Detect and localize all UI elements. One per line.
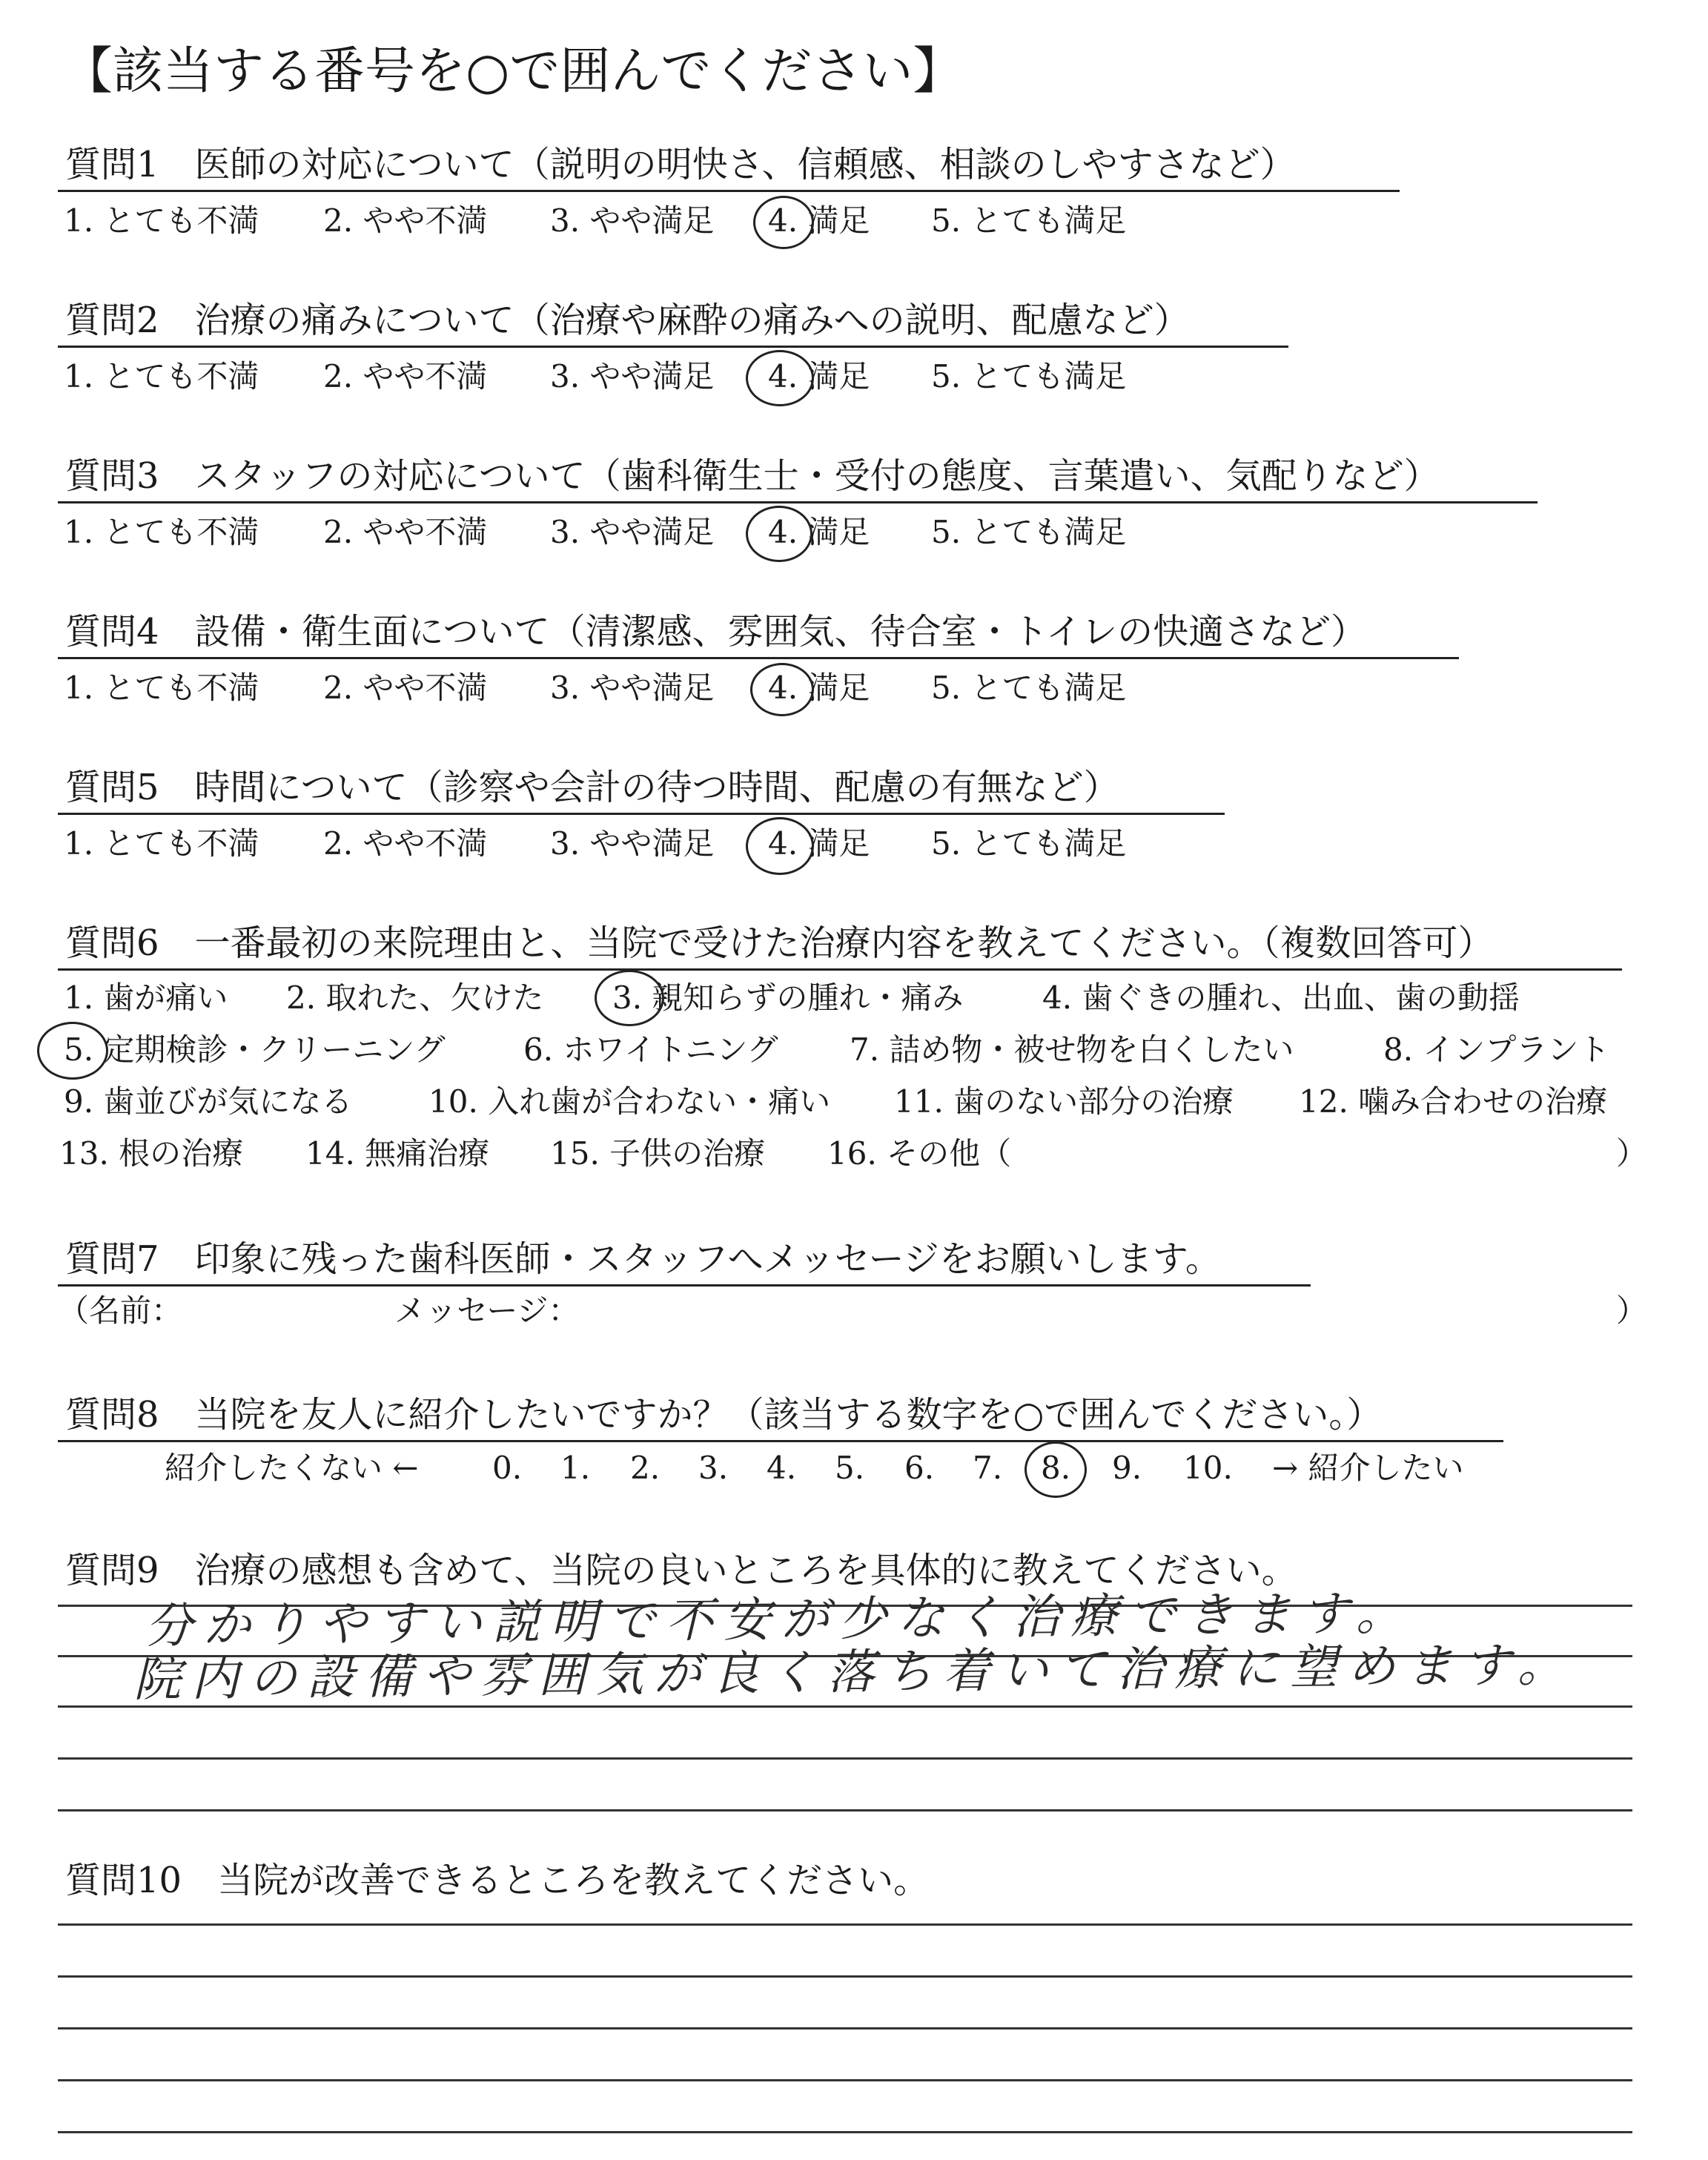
question-8-title: 質問8 当院を友人に紹介したいですか？（該当する数字を○で囲んでください。） [65, 1394, 1383, 1436]
q6-option-14[interactable]: 14. 無痛治療 [305, 1135, 490, 1172]
question-4-title: 質問4 設備・衛生面について（清潔感、雰囲気、待合室・トイレの快適さなど） [65, 611, 1367, 653]
q3-selection-circle [746, 506, 812, 562]
question-5-title: 質問5 時間について（診察や会計の待つ時間、配慮の有無など） [65, 767, 1119, 808]
question-6-title: 質問6 一番最初の来院理由と、当院で受けた治療内容を教えてください。（複数回答可） [65, 922, 1494, 964]
q6-option-9[interactable]: 9. 歯並びが気になる [64, 1083, 353, 1120]
q10-answer-line-5 [58, 2131, 1632, 2133]
q10-answer-line-1 [58, 1923, 1632, 1926]
q1-option-2[interactable]: 2. やや不満 [323, 202, 488, 239]
q4-option-2[interactable]: 2. やや不満 [323, 670, 488, 706]
q6-option-11[interactable]: 11. 歯のない部分の治療 [894, 1083, 1234, 1120]
q8-scale-6[interactable]: 6. [904, 1450, 935, 1486]
q5-option-3[interactable]: 3. やや満足 [550, 825, 715, 862]
question-2-underline [58, 346, 1288, 348]
question-5-underline [58, 813, 1225, 815]
q8-left-label: 紹介したくない ← [165, 1450, 419, 1486]
q6-option-3[interactable]: 3. 親知らずの腫れ・痛み [612, 980, 964, 1016]
q5-selection-circle [746, 817, 814, 875]
question-3-title: 質問3 スタッフの対応について（歯科衛生士・受付の態度、言葉遣い、気配りなど） [65, 455, 1440, 497]
question-3-underline [58, 501, 1537, 503]
q8-scale-1[interactable]: 1. [560, 1450, 591, 1486]
q2-option-5[interactable]: 5. とても満足 [931, 358, 1127, 394]
q6-other-close-paren: ） [1616, 1135, 1648, 1172]
q9-handwritten-answer-1: 分かりやすい説明で不安が少なく治療できます。 [145, 1586, 1414, 1654]
q6-option-4[interactable]: 4. 歯ぐきの腫れ、出血、歯の動揺 [1042, 980, 1520, 1016]
q8-scale-8[interactable]: 8. [1041, 1450, 1071, 1486]
q2-option-3[interactable]: 3. やや満足 [550, 358, 715, 394]
q6-selection-circle-5 [37, 1022, 108, 1080]
question-7-underline [58, 1284, 1311, 1287]
q8-right-label: → 紹介したい [1272, 1450, 1464, 1486]
question-4-underline [58, 657, 1459, 659]
question-6-options-row-3 [64, 1081, 1695, 1123]
q4-option-5[interactable]: 5. とても満足 [931, 670, 1127, 706]
q6-option-13[interactable]: 13. 根の治療 [59, 1135, 244, 1172]
q6-option-8[interactable]: 8. インプラント [1383, 1031, 1610, 1068]
q9-answer-line-5 [58, 1809, 1632, 1811]
q8-scale-7[interactable]: 7. [973, 1450, 1003, 1486]
q3-option-4[interactable]: 4. 満足 [768, 514, 870, 550]
q8-scale-9[interactable]: 9. [1112, 1450, 1142, 1486]
q6-option-10[interactable]: 10. 入れ歯が合わない・痛い [428, 1083, 831, 1120]
q8-scale-10[interactable]: 10. [1183, 1450, 1233, 1486]
q8-scale-5[interactable]: 5. [835, 1450, 865, 1486]
q4-selection-circle [750, 663, 814, 716]
q2-option-2[interactable]: 2. やや不満 [323, 358, 488, 394]
q1-option-5[interactable]: 5. とても満足 [931, 202, 1127, 239]
q1-option-4[interactable]: 4. 満足 [768, 202, 870, 239]
q6-option-2[interactable]: 2. 取れた、欠けた [286, 980, 544, 1016]
q9-answer-line-4 [58, 1757, 1632, 1760]
q4-option-3[interactable]: 3. やや満足 [550, 670, 715, 706]
q6-selection-circle-3 [595, 970, 664, 1026]
q6-option-7[interactable]: 7. 詰め物・被せ物を白くしたい [850, 1031, 1294, 1068]
q7-message-label: メッセージ： [394, 1292, 580, 1329]
q7-name-label: （名前： [58, 1292, 183, 1329]
q10-answer-line-4 [58, 2079, 1632, 2081]
q1-option-1[interactable]: 1. とても不満 [64, 202, 259, 239]
q2-option-1[interactable]: 1. とても不満 [64, 358, 259, 394]
q3-option-5[interactable]: 5. とても満足 [931, 514, 1127, 550]
q5-option-5[interactable]: 5. とても満足 [931, 825, 1127, 862]
question-1-underline [58, 190, 1400, 192]
question-2-title: 質問2 治療の痛みについて（治療や麻酔の痛みへの説明、配慮など） [65, 300, 1190, 341]
question-9-title: 質問9 治療の感想も含めて、当院の良いところを具体的に教えてください。 [65, 1550, 1297, 1591]
question-8-underline [58, 1440, 1503, 1442]
q10-answer-line-3 [58, 2027, 1632, 2029]
q6-option-15[interactable]: 15. 子供の治療 [550, 1135, 766, 1172]
question-7-title: 質問7 印象に残った歯科医師・スタッフへメッセージをお願いします。 [65, 1238, 1221, 1280]
q7-close-paren: ） [1616, 1292, 1648, 1329]
q3-option-1[interactable]: 1. とても不満 [64, 514, 259, 550]
question-1-title: 質問1 医師の対応について（説明の明快さ、信頼感、相談のしやすさなど） [65, 144, 1296, 185]
q8-scale-2[interactable]: 2. [630, 1450, 661, 1486]
q9-handwritten-answer-2: 院内の設備や雰囲気が良く落ち着いて治療に望めます。 [133, 1637, 1576, 1708]
question-6-options-row-2 [64, 1029, 1695, 1071]
page-title: 【該当する番号を○で囲んでください】 [62, 42, 964, 101]
q8-scale-4[interactable]: 4. [767, 1450, 797, 1486]
q1-option-3[interactable]: 3. やや満足 [550, 202, 715, 239]
q6-option-12[interactable]: 12. 噛み合わせの治療 [1299, 1083, 1608, 1120]
q3-option-3[interactable]: 3. やや満足 [550, 514, 715, 550]
q6-option-5[interactable]: 5. 定期検診・クリーニング [64, 1031, 446, 1068]
question-6-options-row-1 [64, 977, 1695, 1019]
q8-selection-circle [1025, 1441, 1087, 1498]
q6-option-1[interactable]: 1. 歯が痛い [64, 980, 228, 1016]
q10-answer-line-2 [58, 1975, 1632, 1978]
q8-scale-0[interactable]: 0. [492, 1450, 523, 1486]
question-6-options-row-4 [59, 1133, 1695, 1175]
q1-selection-circle [753, 196, 814, 249]
question-7-fields [58, 1290, 1689, 1332]
q8-scale-3[interactable]: 3. [698, 1450, 729, 1486]
q5-option-2[interactable]: 2. やや不満 [323, 825, 488, 862]
question-6-underline [58, 968, 1622, 971]
question-8-scale [64, 1447, 1695, 1489]
q2-option-4[interactable]: 4. 満足 [768, 358, 870, 394]
q5-option-1[interactable]: 1. とても不満 [64, 825, 259, 862]
q3-option-2[interactable]: 2. やや不満 [323, 514, 488, 550]
q6-option-6[interactable]: 6. ホワイトニング [523, 1031, 778, 1068]
q6-option-16[interactable]: 16. その他（ [827, 1135, 1012, 1172]
q5-option-4[interactable]: 4. 満足 [768, 825, 870, 862]
question-10-title: 質問10 当院が改善できるところを教えてください。 [65, 1860, 930, 1901]
q2-selection-circle [746, 350, 814, 406]
q4-option-1[interactable]: 1. とても不満 [64, 670, 259, 706]
q4-option-4[interactable]: 4. 満足 [768, 670, 870, 706]
